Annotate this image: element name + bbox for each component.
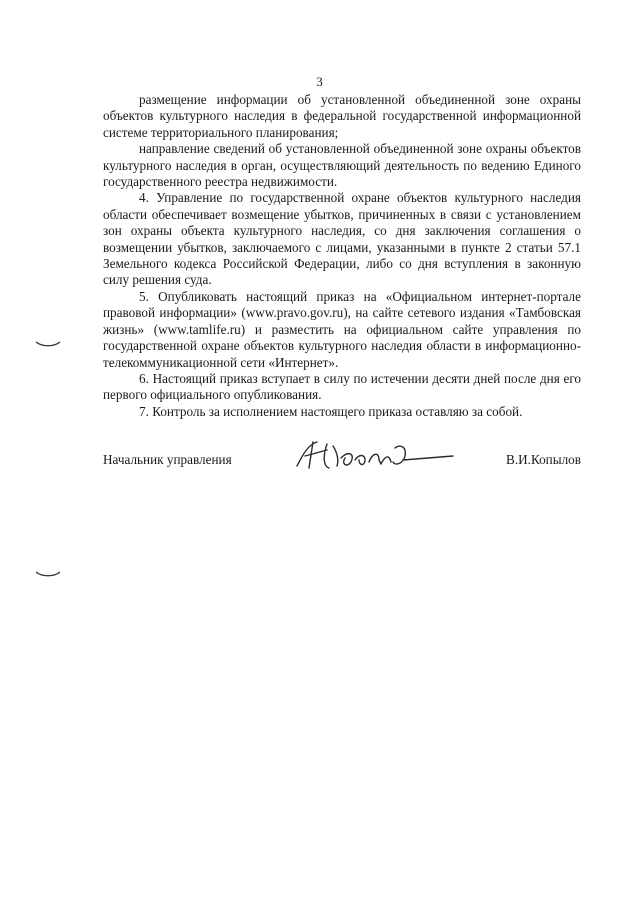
paragraph-item-4: 4. Управление по государственной охране объектов культурного наследия области обеспечивает возмещение убытков, причиненных в связи с установлением зон охраны объекта культурного наследия, со дня заключения соглашения о возмещении убытков, заключаемого с лицами, указанными в пункте 2 статьи 57.1 Земельного кодекса Российской Федерации, либо со дня вступления в законную силу решения суда.	[103, 190, 581, 288]
paragraph-publish-info: размещение информации об установленной объединенной зоне охраны объектов культурного наследия в федеральной государственной информационной системе территориального планирования;	[103, 92, 581, 140]
paragraph-send-info: направление сведений об установленной объединенной зоне охраны объектов культурного наследия в орган, осуществляющий деятельность по ведению Единого государственного реестра недвижимости.	[103, 141, 581, 190]
scan-mark-upper	[34, 340, 62, 348]
page-number: 3	[316, 74, 323, 89]
document-body	[103, 92, 581, 420]
paragraph-item-5: 5. Опубликовать настоящий приказ на «Официальном интернет-портале правовой информации» (www.pravo.gov.ru), на сайте сетевого издания «Тамбовская жизнь» (www.tamlife.ru) и разместить на официальном сайте управления по государственной охране объектов культурного наследия области в информационно-телекоммуникационной сети «Интернет».	[103, 288, 581, 370]
paragraph-item-7: 7. Контроль за исполнением настоящего приказа оставляю за собой.	[139, 403, 523, 419]
signature-block	[103, 440, 581, 480]
signer-name: В.И.Копылов	[506, 452, 581, 467]
scan-mark-lower	[34, 570, 62, 578]
paragraph-item-6: 6. Настоящий приказ вступает в силу по истечении десяти дней после дня его первого официального опубликования.	[103, 370, 581, 403]
handwritten-signature	[283, 436, 463, 478]
signer-position: Начальник управления	[103, 452, 232, 467]
